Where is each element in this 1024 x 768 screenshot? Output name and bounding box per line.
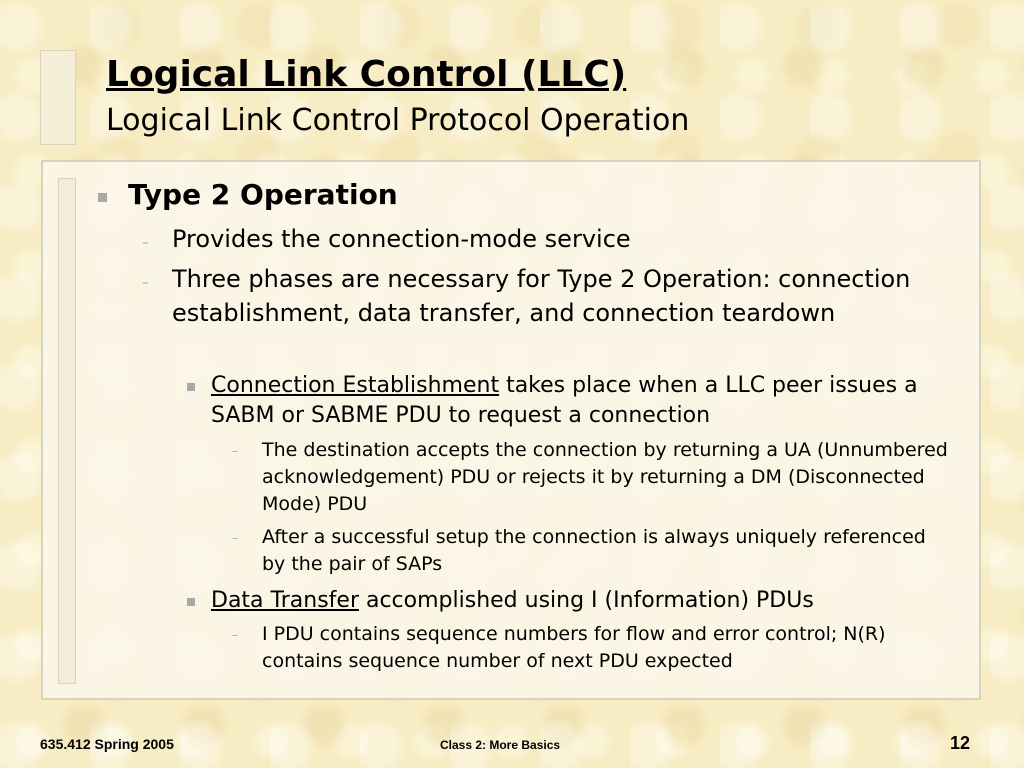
- sub-point-data-transfer: [211, 586, 941, 616]
- point-1: Provides the connection-mode service: [172, 225, 631, 253]
- title-accent-bar: [40, 50, 76, 145]
- point-2: Three phases are necessary for Type 2 Operation: connection establishment, data transfer, and connection teardown: [172, 265, 911, 327]
- square-bullet-icon: [187, 598, 195, 606]
- term-connection-establishment: Connection Establishment: [211, 373, 500, 398]
- footer-class-title: Class 2: More Basics: [440, 738, 561, 752]
- dash-bullet-icon: –: [232, 628, 238, 642]
- sub-point-text: accomplished using I (Information) PDUs: [358, 588, 814, 613]
- footer-course: 635.412 Spring 2005: [40, 736, 174, 752]
- slide-subtitle: Logical Link Control Protocol Operation: [106, 103, 690, 138]
- detail-item: The destination accepts the connection by returning a UA (Unnumbered acknowledgement) PDU or rejects it by returning a DM (Disconnected Mode) PDU: [262, 439, 948, 515]
- square-bullet-icon: [98, 193, 107, 202]
- dash-bullet-icon: –: [232, 531, 238, 545]
- sub-point-text: takes place when a LLC peer issues a SABM or SABME PDU to request a connection: [211, 373, 918, 428]
- square-bullet-icon: [187, 383, 195, 391]
- sub-point-connection-establishment: [211, 371, 941, 431]
- dash-bullet-icon: –: [232, 444, 238, 458]
- content-accent-strip: [58, 178, 76, 684]
- dash-bullet-icon: –: [142, 235, 149, 251]
- page-number: 12: [950, 733, 971, 753]
- term-data-transfer: Data Transfer: [211, 588, 359, 613]
- dash-bullet-icon: –: [142, 275, 149, 291]
- detail-item: I PDU contains sequence numbers for flow and error control; N(R) contains sequence number of next PDU expected: [262, 623, 886, 672]
- slide-title: Logical Link Control (LLC): [106, 54, 627, 95]
- heading-type2: Type 2 Operation: [128, 178, 398, 211]
- detail-item: After a successful setup the connection is always uniquely referenced by the pair of SAPs: [262, 526, 926, 575]
